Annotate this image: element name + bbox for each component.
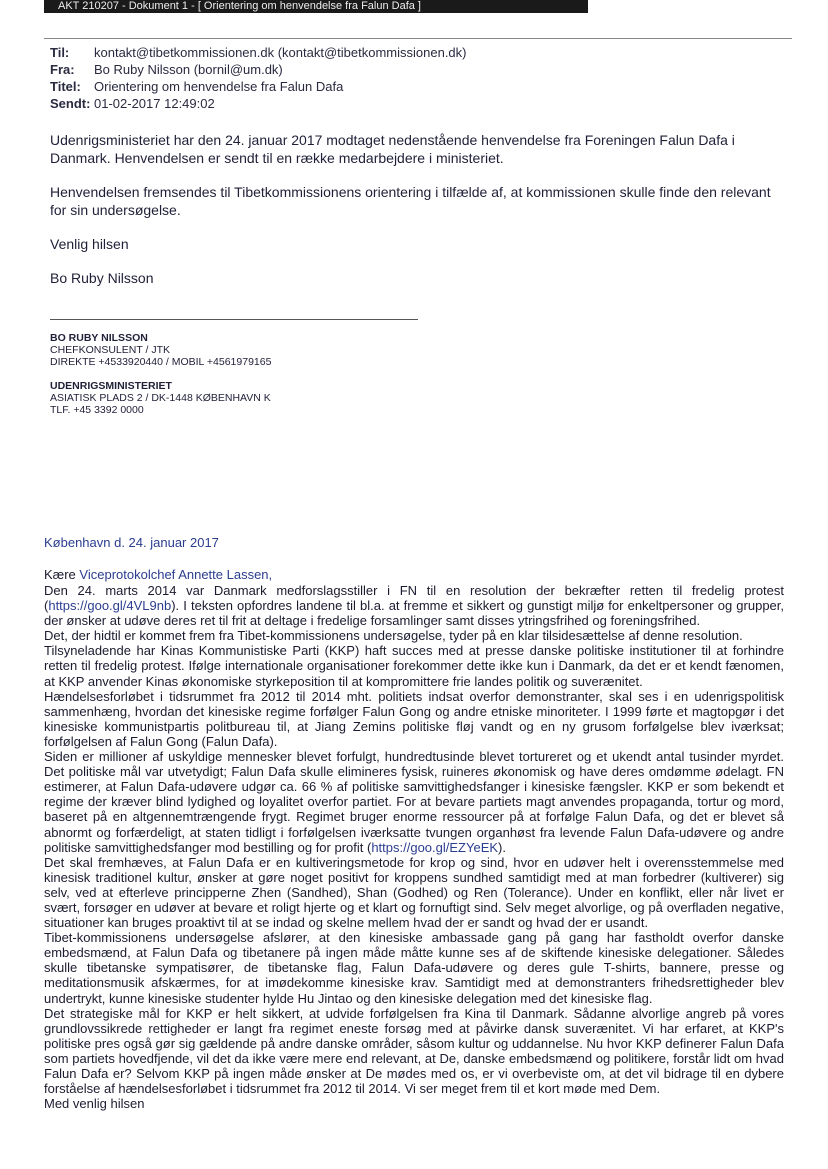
cover-signer: Bo Ruby Nilsson — [50, 270, 154, 286]
letter-paragraph-7: Tibet-kommissionens undersøgelse afslører, at den kinesiske ambassade gang på gang har fastholdt overfor danske embedsmænd, at Falun Dafa og tibetanere på ingen måde måtte kunne ses af de skiftende kinesiske delegationer. Således skulle tibetanske sympatisører, de tibetanske flag, Falun Dafa-udøvere og deres gule T-shirts, bannere, presse og meditationsmusik afskærmes, for at imødekomme kinesiske krav. Samtidigt med at demonstranters frihedsrettigheder blev undertrykt, kunne kinesiske studenter hylde Hu Jintao og den kinesiske delegation med det kinesiske flag. — [44, 930, 784, 1006]
to-row — [50, 44, 467, 61]
cover-closing: Venlig hilsen — [50, 236, 129, 252]
cover-paragraph-1: Udenrigsministeriet har den 24. januar 2017 modtaget nedenstående henvendelse fra Foreningen Falun Dafa i Danmark. Henvendelsen er sendt til en række medarbejdere i ministeriet. — [50, 132, 735, 166]
sent-row — [50, 95, 467, 112]
to-value: kontakt@tibetkommissionen.dk (kontakt@tibetkommissionen.dk) — [94, 45, 467, 60]
title-value: Orientering om henvendelse fra Falun Dafa — [94, 79, 344, 94]
letter-paragraph-1 — [44, 583, 784, 628]
letter-closing: Med venlig hilsen — [44, 1096, 145, 1112]
to-label: Til: — [50, 45, 70, 60]
p5-link[interactable]: https://goo.gl/EZYeEK — [371, 839, 499, 855]
top-divider — [44, 38, 792, 39]
from-label: Fra: — [50, 62, 75, 77]
letter-paragraph-6: Det skal fremhæves, at Falun Dafa er en kultiveringsmetode for krop og sind, hvor en udøver helt i overensstemmelse med kinesisk traditionel kultur, ønsker at gøre noget positivt for kroppens sundhed samtidigt med at man forbedrer (kultiverer) sig selv, ved at efterleve principperne Zhen (Sandhed), Shan (Godhed) og Ren (Tolerance). Under en konflikt, eller når livet er svært, forsøger en udøver at bevare et roligt hjerte og et klart og fornuftigt sind. Selv meget alvorlige, og på overfladen negative, situationer kan bruges proaktivt til at se indad og skelne mellem hvad der er sandt og hvad der er usandt. — [44, 854, 784, 931]
cover-message — [50, 131, 790, 303]
cover-paragraph-2: Henvendelsen fremsendes til Tibetkommissionens orientering i tilfælde af, at kommissionen skulle finde den relevant for sin undersøgelse. — [50, 184, 771, 218]
signature-phones: DIREKTE +4533920440 / MOBIL +4561979165 — [50, 356, 272, 368]
title-row — [50, 78, 467, 95]
forwarded-letter — [44, 535, 784, 1112]
signature-tel: TLF. +45 3392 0000 — [50, 404, 144, 416]
greeting-name: Viceprotokolchef Annette Lassen, — [79, 567, 273, 582]
from-value: Bo Ruby Nilsson (bornil@um.dk) — [94, 62, 283, 77]
sent-value: 01-02-2017 12:49:02 — [94, 96, 215, 111]
p1-link[interactable]: https://goo.gl/4VL9nb — [48, 598, 172, 614]
sent-label: Sendt: — [50, 96, 91, 111]
letter-paragraph-2: Det, der hidtil er kommet frem fra Tibet-kommissionens undersøgelse, tyder på en klar tilsidesættelse af denne resolution. — [44, 628, 743, 644]
letter-paragraph-8: Det strategiske mål for KKP er helt sikkert, at udvide forfølgelsen fra Kina til Danmark. Sådanne alvorlige angreb på vores grundlovssikrede rettigheder er langt fra regimet eneste forsøg med at påvirke dansk suverænitet. Vi har erfaret, at KKP's politiske pres også gør sig gældende på andre danske områder, såsom kultur og uddannelse. Nu hvor KKP definerer Falun Dafa som partiets hovedfjende, vil det da ikke være mere end relevant, at De, danske embedsmænd og politikere, forstår lidt om hvad Falun Dafa er? Selvom KKP på ingen måde ønsker at De mødes med os, er vi overbeviste om, at det vil bidrage til en dybere forståelse af hændelsesforløbet i tidsrummet fra 2012 til 2014. Vi ser meget frem til et kort møde med Dem. — [44, 1005, 784, 1097]
signature-address: ASIATISK PLADS 2 / DK-1448 KØBENHAVN K — [50, 392, 271, 404]
signature-person — [50, 332, 271, 368]
signature-divider — [50, 319, 418, 320]
signature-name: BO RUBY NILSSON — [50, 332, 148, 344]
p1-text-after: ). I teksten opfordres landene til bl.a. at fremme et sikkert og gunstigt miljø for enkeltpersoner og grupper, der ønsker at udøve deres ret til frit at deltage i fredelige forsamlinger samt disses ytringsfrihed og foreningsfrihed. — [44, 598, 784, 629]
title-label: Titel: — [50, 79, 81, 94]
signature-organization — [50, 380, 271, 416]
letter-paragraph-4: Hændelsesforløbet i tidsrummet fra 2012 til 2014 mht. politiets indsat overfor demonstranter, skal ses i en udenrigspolitisk sammenhæng, hvordan det kinesiske regime forfølger Falun Gong og andre etniske minoriteter. I 1999 førte et magtopgør i det kinesiske kommunistpartis politbureau til, at Jiang Zemins politiske fløj vandt og en ny grusom forfølgelse blev iværksat; forfølgelsen af Falun Gong (Falun Dafa). — [44, 688, 784, 749]
p5-text-before: Siden er millioner af uskyldige mennesker blevet forfulgt, hundredtusinde blevet tortureret og et ukendt antal tusinder myrdet. Det politiske mål var utvetydigt; Falun Dafa skulle elimineres fysisk, ruineres økonomisk og have deres omdømme ødelagt. FN estimerer, at Falun Dafa-udøvere udgør ca. 66 % af politiske samvittighedsfanger i kinesiske fængsler. KKP er som bekendt et regime der kræver blind lydighed og loyalitet overfor partiet. For at bevare partiets magt anvendes propaganda, tortur og mord, baseret på en altgennemtrængende frygt. Regimet bruger enorme ressourcer på at forfølge Falun Dafa, og det er blevet så abnormt og forfærdeligt, at staten tidligt i forfølgelsen iværksatte tvungen organhøst fra levende Falun Dafa-udøvere og andre politiske samvittighedsfanger mod bestilling og for profit ( — [44, 749, 784, 855]
document-header-bar: AKT 210207 - Dokument 1 - [ Orientering om henvendelse fra Falun Dafa ] — [44, 0, 588, 13]
letter-paragraph-3: Tilsyneladende har Kinas Kommunistiske Parti (KKP) haft succes med at presse danske politiske institutioner til at forhindre retten til fredelig protest. Ifølge internationale organisationer forekommer dette ikke kun i Danmark, da det er et kendt fænomen, at KKP anvender Kinas økonomiske styrkeposition til at kompromittere frie landes politik og suverænitet. — [44, 643, 784, 689]
letter-greeting — [44, 567, 784, 583]
p1-text-before: Den 24. marts 2014 var Danmark medforslagsstiller i FN til en resolution der bekræfter retten til fredelig protest ( — [44, 583, 784, 614]
letter-city-date: København d. 24. januar 2017 — [44, 535, 219, 550]
email-metadata — [50, 44, 467, 112]
signature-org-name: UDENRIGSMINISTERIET — [50, 380, 172, 392]
p5-text-after: ). — [498, 839, 506, 855]
letter-paragraph-5 — [44, 749, 784, 855]
signature-role: CHEFKONSULENT / JTK — [50, 344, 170, 356]
greeting-prefix: Kære — [44, 567, 76, 582]
from-row — [50, 61, 467, 78]
